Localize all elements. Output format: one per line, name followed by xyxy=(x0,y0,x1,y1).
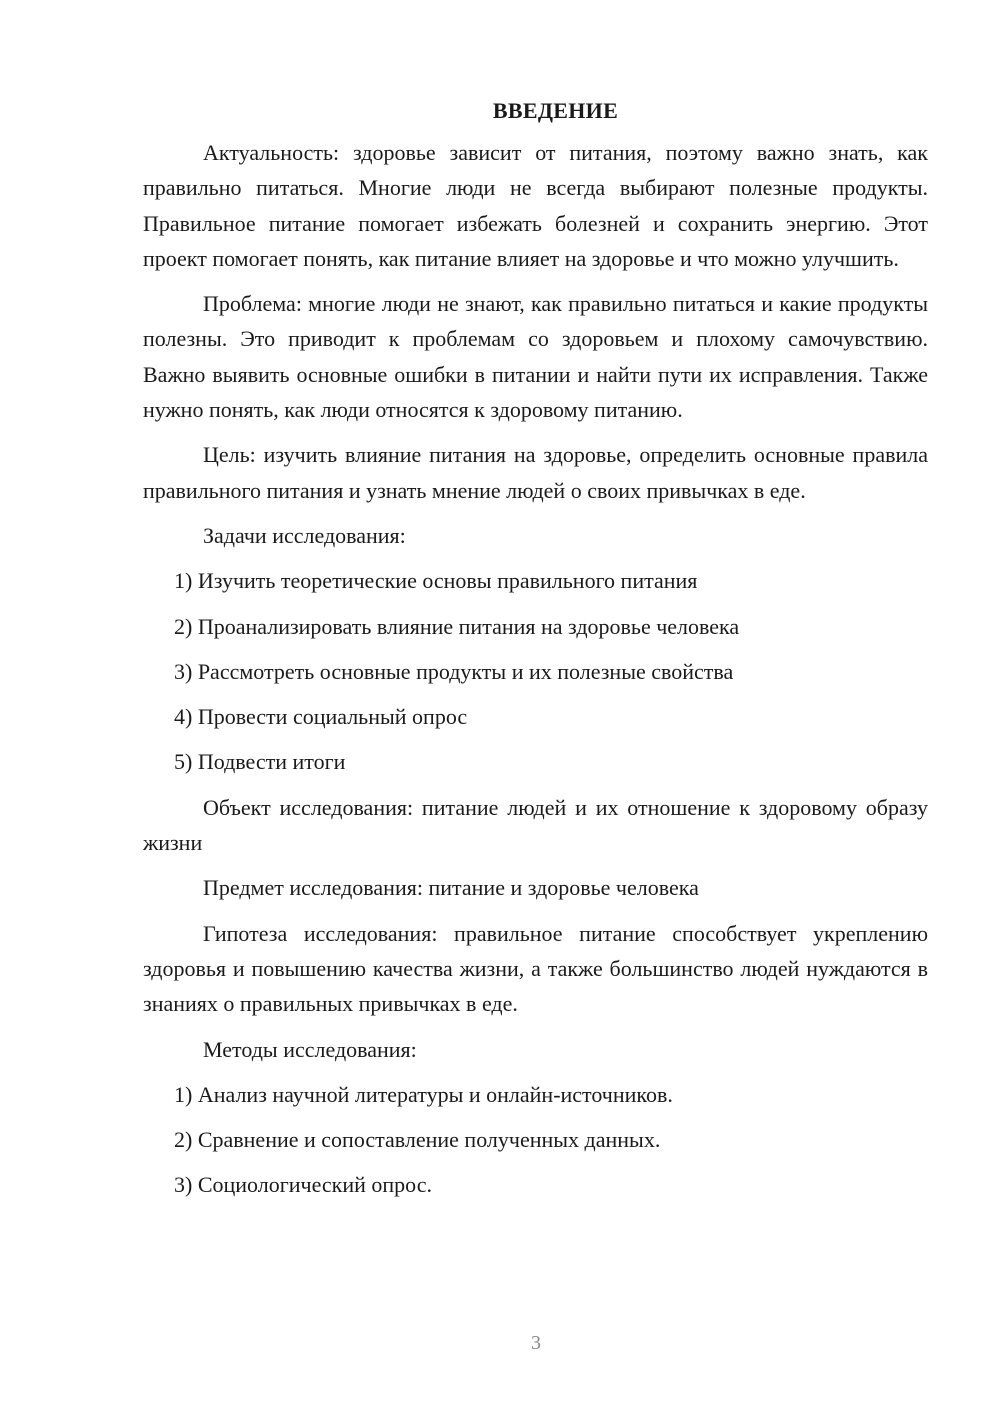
task-item: 5) Подвести итоги xyxy=(174,749,346,775)
goal-paragraph: Цель: изучить влияние питания на здоровье, определить основные правила правильного питания и узнать мнение людей о своих привычках в еде. xyxy=(143,442,928,503)
section-title: ВВЕДЕНИЕ xyxy=(492,98,619,123)
page-number: 3 xyxy=(531,1332,541,1354)
method-item: 3) Социологический опрос. xyxy=(174,1172,432,1198)
method-item: 2) Сравнение и сопоставление полученных данных. xyxy=(174,1127,661,1153)
problem-paragraph: Проблема: многие люди не знают, как правильно питаться и какие продукты полезны. Это приводит к проблемам со здоровьем и плохому самочувствию. Важно выявить основные ошибки в питании и найти пути их исправления. Также нужно понять, как люди относятся к здоровому питанию. xyxy=(143,291,928,423)
task-item: 1) Изучить теоретические основы правильного питания xyxy=(174,568,698,594)
tasks-heading: Задачи исследования: xyxy=(203,522,406,548)
tasks-list xyxy=(143,563,928,779)
methods-list xyxy=(143,1077,928,1203)
subject-paragraph: Предмет исследования: питание и здоровье человека xyxy=(203,875,699,901)
hypothesis-paragraph: Гипотеза исследования: правильное питание способствует укреплению здоровья и повышению качества жизни, а также большинство людей нуждаются в знаниях о правильных привычках в еде. xyxy=(143,920,928,1017)
task-item: 2) Проанализировать влияние питания на здоровье человека xyxy=(174,613,740,639)
relevance-paragraph: Актуальность: здоровье зависит от питания, поэтому важно знать, как правильно питаться. Многие люди не всегда выбирают полезные продукты. Правильное питание помогает избежать болезней и сохранить энергию. Этот проект помогает понять, как питание влияет на здоровье и что можно улучшить. xyxy=(143,140,928,271)
task-item: 4) Провести социальный опрос xyxy=(174,704,468,730)
method-item: 1) Анализ научной литературы и онлайн-источников. xyxy=(174,1081,673,1107)
page-content xyxy=(143,93,928,1213)
methods-heading: Методы исследования: xyxy=(203,1036,417,1062)
task-item: 3) Рассмотреть основные продукты и их полезные свойства xyxy=(174,658,734,684)
object-paragraph: Объект исследования: питание людей и их отношение к здоровому образу жизни xyxy=(143,794,928,856)
